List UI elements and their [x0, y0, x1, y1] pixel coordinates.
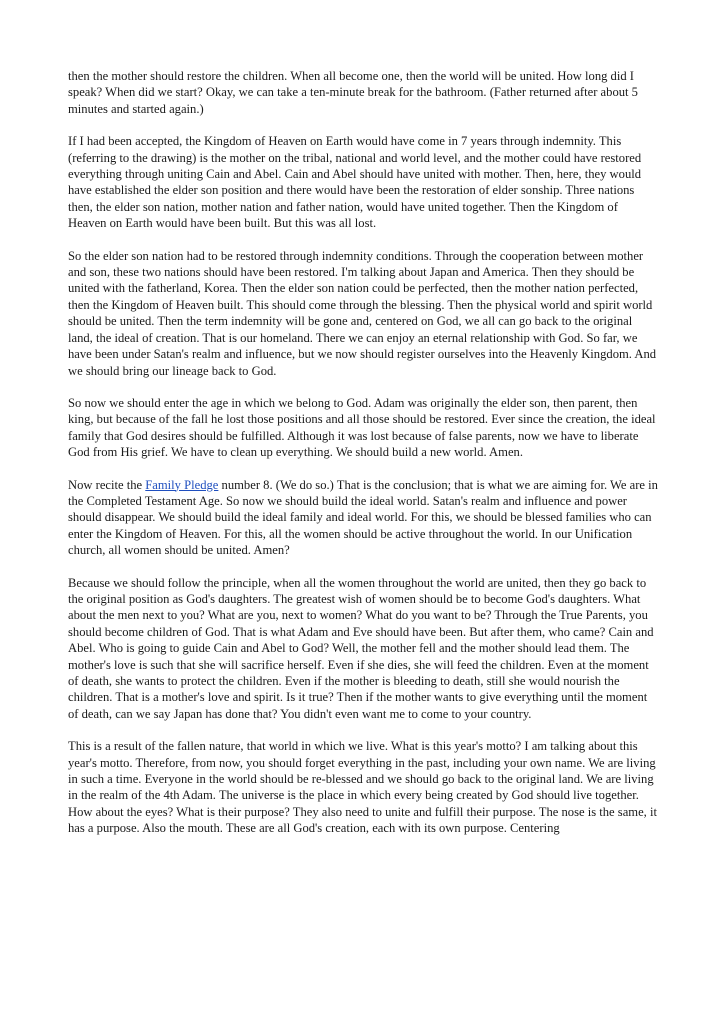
paragraph-5-after: number 8. (We do so.) That is the conclusion; that is what we are aiming for. We are in the Completed Testament Age. So now we should build the ideal world. Satan's realm and influence and power should disappear. We should build the ideal family and ideal world. For this, we should be blessed families who can enter the Kingdom of Heaven. For this, all the women should be active throughout the world. In our Unification church, all women should be united. Amen? [68, 477, 658, 558]
paragraph-5-before: Now recite the [68, 477, 146, 492]
document-page [68, 68, 658, 853]
family-pledge-link[interactable]: Family Pledge [145, 477, 219, 492]
paragraph-2: If I had been accepted, the Kingdom of Heaven on Earth would have come in 7 years through indemnity. This (referring to the drawing) is the mother on the tribal, national and world level, and the mother could have restored everything through uniting Cain and Abel. Cain and Abel should have united with mother. Then, here, they would have established the elder son position and there would have been the restoration of elder sonship. Three nations then, the elder son nation, mother nation and father nation, would have united together. Then the Kingdom of Heaven on Earth would have been built. But this was all lost. [68, 134, 642, 231]
paragraph-7: This is a result of the fallen nature, that world in which we live. What is this year's motto? I am talking about this year's motto. Therefore, from now, you should forget everything in the past, including your own name. We are living in such a time. Everyone in the world should be re-blessed and we should go back to the original land. We are living in the realm of the 4th Adam. The universe is the place in which every being created by God should live together. How about the eyes? What is their purpose? They also need to unite and fulfill their purpose. The nose is the same, it has a purpose. Also the mouth. These are all God's creation, each with its own purpose. Centering [68, 739, 657, 836]
paragraph-4: So now we should enter the age in which we belong to God. Adam was originally the elder son, then parent, then king, but because of the fall he lost those positions and all those should be restored. Ever since the creation, the ideal family that God desires should be fulfilled. Although it was lost because of false parents, now we have to liberate God from His grief. We have to clean up everything. We should build a new world. Amen. [68, 395, 656, 460]
paragraph-6: Because we should follow the principle, when all the women throughout the world are united, then they go back to the original position as God's daughters. The greatest wish of women should be to become God's daughters. What about the men next to you? What are you, next to women? What do you want to be? Through the True Parents, you should become children of God. That is what Adam and Eve should have been. But after them, who came? Cain and Abel. Who is going to guide Cain and Abel to God? Well, the mother fell and the mother should lead them. The mother's love is such that she will sacrifice herself. Even if she dies, she will feed the children. Even at the moment of death, she wants to protect the children. Even if the mother is bleeding to death, still she would nourish the children. That is a mother's love and spirit. Is it true? Then if the mother wants to give everything until the moment of death, can we say Japan has done that? You didn't even want me to come to your country. [68, 575, 654, 721]
paragraph-5 [68, 477, 658, 559]
paragraph-1: then the mother should restore the children. When all become one, then the world will be united. How long did I speak? When did we start? Okay, we can take a ten-minute break for the bathroom. (Father returned after about 5 minutes and started again.) [68, 69, 638, 116]
paragraph-3: So the elder son nation had to be restored through indemnity conditions. Through the cooperation between mother and son, these two nations should have been restored. I'm talking about Japan and America. Then they should be united with the fatherland, Korea. Then the elder son nation could be perfected, then the mother nation perfected, then the Kingdom of Heaven built. This should come through the blessing. Then the physical world and spirit world should be united. Then the term indemnity will be gone and, centered on God, we all can go back to the original land, the ideal of creation. That is our homeland. There we can enjoy an eternal relationship with God. So far, we have been under Satan's realm and influence, but we now should register ourselves into the Heavenly Kingdom. And we should bring our lineage back to God. [68, 248, 657, 378]
